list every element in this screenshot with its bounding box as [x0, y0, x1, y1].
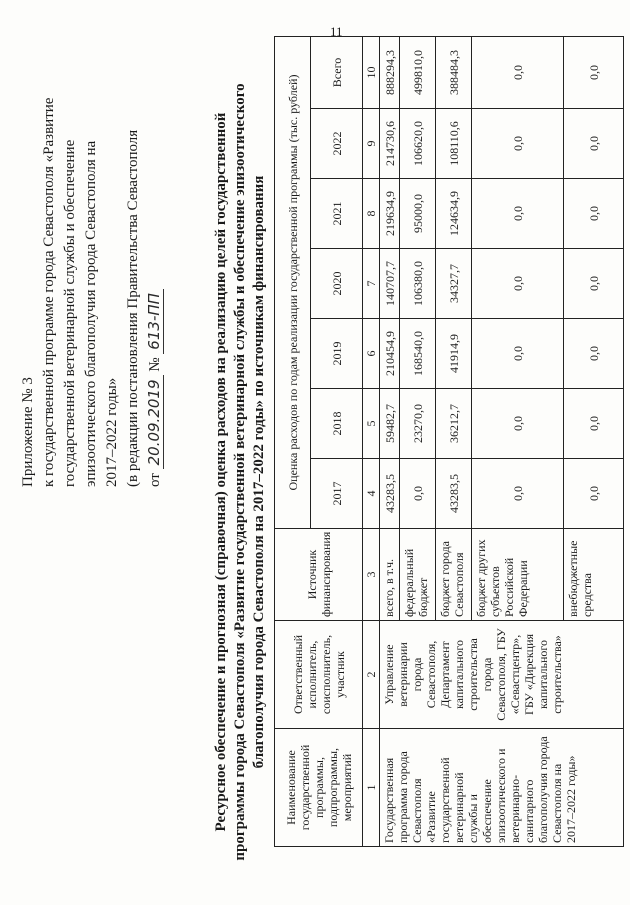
source-cell: внебюджетные средства: [564, 529, 624, 621]
decree-number-label: №: [147, 357, 163, 372]
column-number: 9: [363, 109, 380, 179]
title-line: Ресурсное обеспечение и прогнозная (справочная) оценка расходов на реализацию целей государственной: [213, 112, 229, 832]
total-cell: 0,0: [472, 37, 564, 109]
header-estimate: Оценка расходов по годам реализации государственной программы (тыс. рублей): [275, 37, 311, 529]
column-number: 4: [363, 459, 380, 529]
header-total: Всего: [311, 37, 363, 109]
total-cell: 888294,3: [380, 37, 400, 109]
value-cell: 0,0: [564, 319, 624, 389]
value-cell: 0,0: [564, 179, 624, 249]
rotated-content: [0, 22, 620, 882]
program-name-cell: Государственная программа города Севастополя «Развитие государственной ветеринарной службы и обеспечение эпизоотического и ветеринарно-санитарного благополучия города Севастополя на 2017–2022 годы»: [380, 729, 624, 847]
value-cell: 168540,0: [400, 319, 436, 389]
value-cell: 0,0: [472, 249, 564, 319]
value-cell: 36212,7: [436, 389, 472, 459]
page-number: 11: [330, 24, 343, 39]
appendix-line: (в редакции постановления Правительства Севастополя: [125, 129, 141, 487]
decree-from-label: от: [147, 473, 163, 487]
appendix-title: Приложение № 3: [20, 377, 36, 487]
value-cell: 219634,9: [380, 179, 400, 249]
value-cell: 95000,0: [400, 179, 436, 249]
header-source: Источник финансирования: [275, 529, 363, 621]
value-cell: 0,0: [472, 319, 564, 389]
value-cell: 59482,7: [380, 389, 400, 459]
appendix-line: к государственной программе города Севастополя «Развитие: [41, 97, 57, 487]
value-cell: 0,0: [564, 109, 624, 179]
header-year: 2019: [311, 319, 363, 389]
header-year: 2017: [311, 459, 363, 529]
value-cell: 0,0: [472, 389, 564, 459]
source-cell: бюджет города Севастополя: [436, 529, 472, 621]
column-number: 5: [363, 389, 380, 459]
column-number: 7: [363, 249, 380, 319]
total-cell: 499810,0: [400, 37, 436, 109]
value-cell: 108110,6: [436, 109, 472, 179]
value-cell: 34327,7: [436, 249, 472, 319]
source-cell: всего, в т.ч.: [380, 529, 400, 621]
header-year: 2022: [311, 109, 363, 179]
appendix-line: государственной ветеринарной службы и обеспечение: [62, 139, 78, 487]
value-cell: 43283,5: [380, 459, 400, 529]
value-cell: 0,0: [472, 109, 564, 179]
appendix-line: эпизоотического благополучия города Севастополя на: [83, 140, 99, 487]
total-cell: 388484,3: [436, 37, 472, 109]
value-cell: 0,0: [400, 459, 436, 529]
header-row: [275, 37, 311, 847]
appendix-decree-line: [144, 42, 166, 487]
value-cell: 41914,9: [436, 319, 472, 389]
value-cell: 106380,0: [400, 249, 436, 319]
value-cell: 0,0: [564, 389, 624, 459]
decree-number-handwritten: 613-ПП: [145, 289, 164, 354]
column-number: 6: [363, 319, 380, 389]
header-year: 2021: [311, 179, 363, 249]
value-cell: 43283,5: [436, 459, 472, 529]
title-line: программы города Севастополя «Развитие государственной ветеринарной службы и обеспечение эпизоотического: [232, 83, 248, 861]
executor-cell: Управление ветеринарии города Севастополя, Департамент капитального строительства города Севастополя, ГБУ «Севастцентр», ГБУ «Дирекция капитального строительства»: [380, 621, 624, 729]
document-title: [212, 72, 269, 872]
appendix-block: [18, 42, 166, 487]
column-number: 10: [363, 37, 380, 109]
header-program-name: Наименование государственной программы, подпрограммы, мероприятий: [275, 729, 363, 847]
column-number: 2: [363, 621, 380, 729]
value-cell: 0,0: [564, 459, 624, 529]
column-number: 1: [363, 729, 380, 847]
source-cell: бюджет других субъектов Российской Федерации: [472, 529, 564, 621]
value-cell: 140707,7: [380, 249, 400, 319]
decree-date-handwritten: 20.09.2019: [145, 376, 164, 470]
column-number: 8: [363, 179, 380, 249]
title-line: благополучия города Севастополя на 2017–2022 годы» по источникам финансирования: [251, 175, 267, 769]
source-cell: федеральный бюджет: [400, 529, 436, 621]
header-year: 2018: [311, 389, 363, 459]
value-cell: 214730,6: [380, 109, 400, 179]
value-cell: 124634,9: [436, 179, 472, 249]
value-cell: 0,0: [564, 249, 624, 319]
column-number: 3: [363, 529, 380, 621]
value-cell: 0,0: [472, 179, 564, 249]
table-row: [380, 37, 400, 847]
header-executor: Ответственный исполнитель, соисполнитель, участник: [275, 621, 363, 729]
budget-table: [274, 36, 624, 847]
appendix-line: 2017–2022 годы»: [104, 377, 120, 487]
value-cell: 23270,0: [400, 389, 436, 459]
column-numbers-row: [363, 37, 380, 847]
value-cell: 0,0: [472, 459, 564, 529]
value-cell: 106620,0: [400, 109, 436, 179]
header-year: 2020: [311, 249, 363, 319]
value-cell: 210454,9: [380, 319, 400, 389]
total-cell: 0,0: [564, 37, 624, 109]
